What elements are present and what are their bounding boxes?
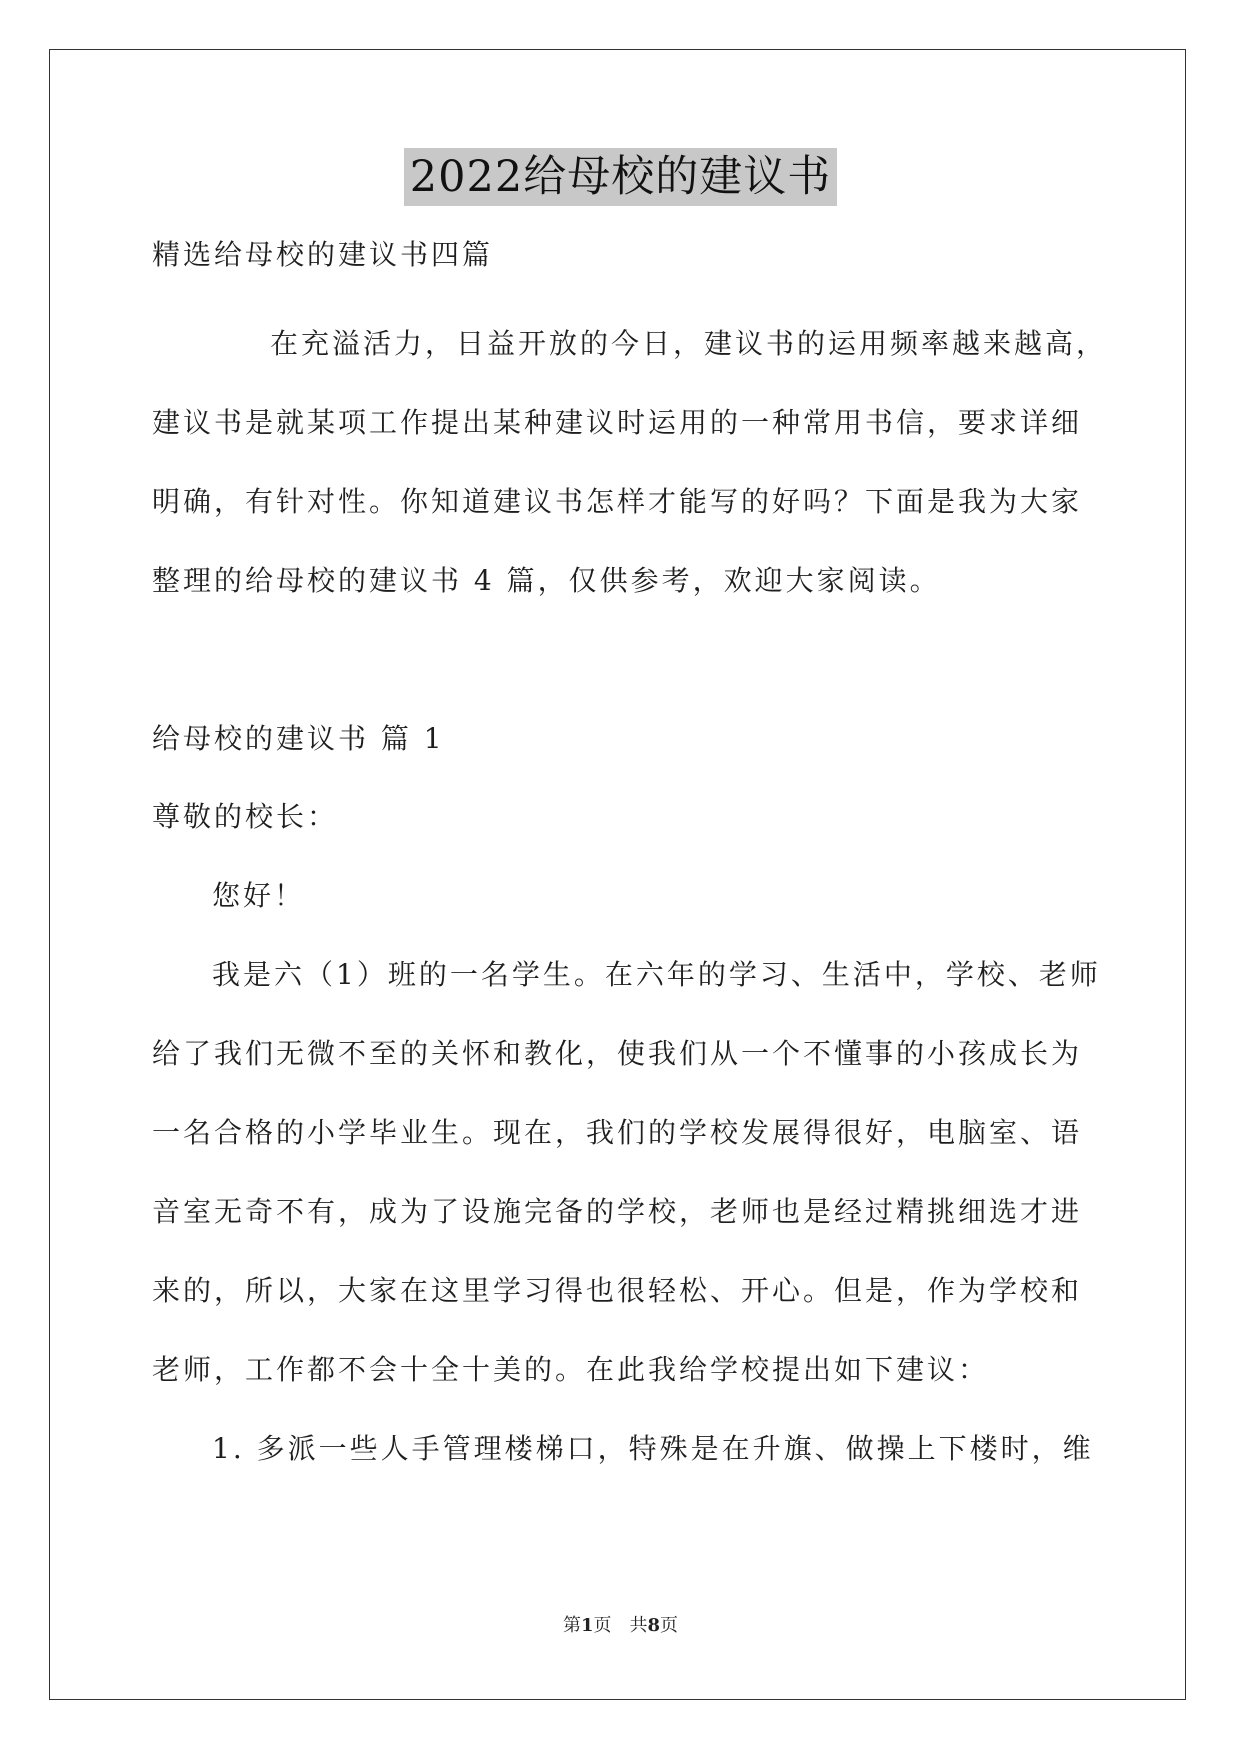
body-line: 一名合格的小学毕业生。现在，我们的学校发展得很好，电脑室、语 (152, 1116, 1083, 1149)
footer-page-current: 1 (580, 1615, 594, 1636)
intro-line: 在充溢活力，日益开放的今日，建议书的运用频率越来越高， (270, 327, 1108, 360)
body-line: 音室无奇不有，成为了设施完备的学校，老师也是经过精挑细选才进 (152, 1195, 1083, 1228)
greeting: 您好！ (212, 879, 306, 912)
body-line: 老师，工作都不会十全十美的。在此我给学校提出如下建议： (152, 1353, 990, 1386)
footer-page-suffix: 页 (593, 1615, 612, 1636)
section-heading: 给母校的建议书 篇 1 (152, 722, 445, 755)
intro-line: 明确，有针对性。你知道建议书怎样才能写的好吗？下面是我为大家 (152, 485, 1083, 518)
footer-page-total: 8 (647, 1615, 661, 1636)
footer-total-prefix: 共 (629, 1615, 648, 1636)
intro-line: 整理的给母校的建议书 4 篇，仅供参考，欢迎大家阅读。 (152, 564, 941, 597)
list-item: 1. 多派一些人手管理楼梯口，特殊是在升旗、做操上下楼时，维 (212, 1432, 1094, 1465)
salutation: 尊敬的校长： (152, 800, 339, 833)
body-line: 给了我们无微不至的关怀和教化，使我们从一个不懂事的小孩成长为 (152, 1037, 1083, 1070)
page-footer (0, 1613, 1241, 1639)
title-container (0, 148, 1241, 206)
intro-line: 建议书是就某项工作提出某种建议时运用的一种常用书信，要求详细 (152, 406, 1083, 439)
body-line: 来的，所以，大家在这里学习得也很轻松、开心。但是，作为学校和 (152, 1274, 1083, 1307)
body-line: 我是六（1）班的一名学生。在六年的学习、生活中，学校、老师 (212, 958, 1101, 991)
document-title: 2022给母校的建议书 (404, 148, 837, 206)
footer-page-prefix: 第 (562, 1615, 581, 1636)
footer-total-suffix: 页 (660, 1615, 679, 1636)
document-subtitle: 精选给母校的建议书四篇 (152, 238, 494, 271)
